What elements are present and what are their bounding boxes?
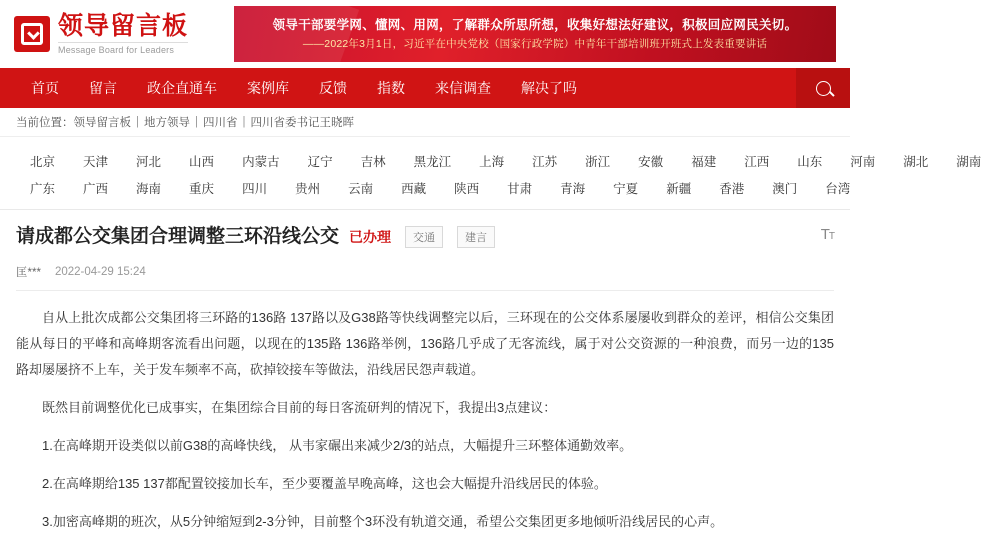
breadcrumb-prefix: 当前位置： [16, 117, 74, 129]
breadcrumb-item-3[interactable]: 四川省委书记王晓晖 [250, 117, 354, 129]
region-hebei[interactable]: 河北 [136, 154, 162, 169]
tag-type[interactable]: 建言 [457, 226, 495, 248]
breadcrumb-separator: | [136, 116, 139, 128]
region-xinjiang[interactable]: 新疆 [666, 181, 692, 196]
breadcrumb-item-1[interactable]: 地方领导 [144, 117, 190, 129]
speech-bubble-icon [14, 16, 50, 52]
nav-item-resolved[interactable]: 解决了吗 [521, 80, 577, 96]
region-guangxi[interactable]: 广西 [83, 181, 109, 196]
font-size-small-label: T [828, 231, 834, 242]
region-liaoning[interactable]: 辽宁 [307, 154, 333, 169]
region-row-2 [16, 174, 851, 201]
region-jiangsu[interactable]: 江苏 [532, 154, 558, 169]
article [0, 210, 850, 535]
site-logo[interactable] [14, 13, 224, 55]
region-jilin[interactable]: 吉林 [360, 154, 386, 169]
article-paragraph: 3.加密高峰期的班次，从5分钟缩短到2-3分钟，目前整个3环没有轨道交通，希望公交集团更多地倾听沿线居民的心声。 [42, 513, 724, 529]
region-heilongjiang[interactable]: 黑龙江 [413, 154, 452, 169]
region-guangdong[interactable]: 广东 [30, 181, 56, 196]
breadcrumb-item-2[interactable]: 四川省 [203, 117, 238, 129]
region-tibet[interactable]: 西藏 [401, 181, 427, 196]
region-shaanxi[interactable]: 陕西 [454, 181, 480, 196]
region-hongkong[interactable]: 香港 [719, 181, 745, 196]
breadcrumb [0, 108, 850, 137]
site-logo-subtitle: Message Board for Leaders [58, 42, 188, 55]
breadcrumb-item-0[interactable]: 领导留言板 [73, 117, 131, 129]
region-macau[interactable]: 澳门 [772, 181, 798, 196]
region-shanxi[interactable]: 山西 [189, 154, 215, 169]
article-paragraph: 2.在高峰期给135 137都配置铰接加长车，至少要覆盖早晚高峰，这也会大幅提升沿线居民的体验。 [42, 475, 607, 491]
article-meta [16, 264, 834, 291]
region-shandong[interactable]: 山东 [797, 154, 823, 169]
region-qinghai[interactable]: 青海 [560, 181, 586, 196]
nav-item-feedback[interactable]: 反馈 [319, 80, 347, 96]
region-selector [0, 137, 982, 210]
nav-item-case-library[interactable]: 案例库 [247, 80, 289, 96]
nav-item-gov-enterprise[interactable]: 政企直通车 [147, 80, 217, 96]
region-henan[interactable]: 河南 [850, 154, 876, 169]
article-paragraph: 自从上批次成都公交集团将三环路的136路 137路以及G38路等快线调整完以后，三环现在的公交体系屡屡收到群众的差评，相信公交集团能从每日的平峰和高峰期客流看出问题，以现在的135路 136路举例，136路几乎成了无客流线，属于对公交资源的一种浪费，而另一边的135路却屡屡挤不上车，关于发车频率不高，砍掉铰接车等做法，沿线居民怨声载道。 [16, 309, 834, 377]
nav-item-messages[interactable]: 留言 [89, 80, 117, 96]
main-nav [0, 68, 850, 108]
region-taiwan[interactable]: 台湾 [825, 181, 851, 196]
region-shanghai[interactable]: 上海 [479, 154, 505, 169]
region-ningxia[interactable]: 宁夏 [613, 181, 639, 196]
region-jiangxi[interactable]: 江西 [744, 154, 770, 169]
region-zhejiang[interactable]: 浙江 [585, 154, 611, 169]
nav-item-index[interactable]: 指数 [377, 80, 405, 96]
tag-category[interactable]: 交通 [405, 226, 443, 248]
article-paragraph: 1.在高峰期开设类似以前G38的高峰快线， 从韦家碾出来减少2/3的站点，大幅提升三环整体通勤效率。 [42, 437, 633, 453]
font-size-toggle[interactable] [821, 226, 834, 243]
article-paragraph: 既然目前调整优化已成事实，在集团综合目前的每日客流研判的情况下，我提出3点建议： [42, 399, 557, 415]
publish-date: 2022-04-29 15:24 [54, 265, 146, 278]
banner-quote: 领导干部要学网、懂网、用网，了解群众所思所想，收集好想法好建议，积极回应网民关切。 [272, 18, 798, 33]
region-row-1 [16, 147, 982, 174]
article-body [16, 305, 834, 535]
article-title-row [16, 224, 834, 250]
author-name: 匡*** [16, 266, 41, 279]
site-logo-title: 领导留言板 [58, 12, 189, 41]
region-fujian[interactable]: 福建 [691, 154, 717, 169]
region-sichuan[interactable]: 四川 [242, 181, 268, 196]
region-hainan[interactable]: 海南 [136, 181, 162, 196]
region-gansu[interactable]: 甘肃 [507, 181, 533, 196]
status-badge: 已办理 [349, 228, 392, 245]
font-size-large-label: T [820, 226, 829, 243]
search-icon [816, 81, 831, 96]
region-tianjin[interactable]: 天津 [83, 154, 109, 169]
region-beijing[interactable]: 北京 [30, 154, 56, 169]
region-hubei[interactable]: 湖北 [903, 154, 929, 169]
region-inner-mongolia[interactable]: 内蒙古 [242, 154, 280, 169]
region-guizhou[interactable]: 贵州 [295, 181, 321, 196]
banner-attribution: ——2022年3月1日，习近平在中央党校（国家行政学院）中青年干部培训班开班式上发表重要讲话 [302, 37, 768, 50]
breadcrumb-separator: | [195, 116, 198, 128]
region-anhui[interactable]: 安徽 [638, 154, 664, 169]
nav-item-letter-survey[interactable]: 来信调查 [435, 80, 491, 96]
nav-item-home[interactable]: 首页 [31, 80, 59, 96]
region-hunan[interactable]: 湖南 [956, 154, 982, 169]
region-chongqing[interactable]: 重庆 [189, 181, 215, 196]
promo-banner[interactable] [234, 6, 836, 62]
site-header [0, 0, 850, 68]
region-yunnan[interactable]: 云南 [348, 181, 374, 196]
page-title: 请成都公交集团合理调整三环沿线公交 [16, 226, 340, 247]
breadcrumb-separator: | [242, 116, 246, 128]
search-button[interactable] [796, 68, 850, 108]
